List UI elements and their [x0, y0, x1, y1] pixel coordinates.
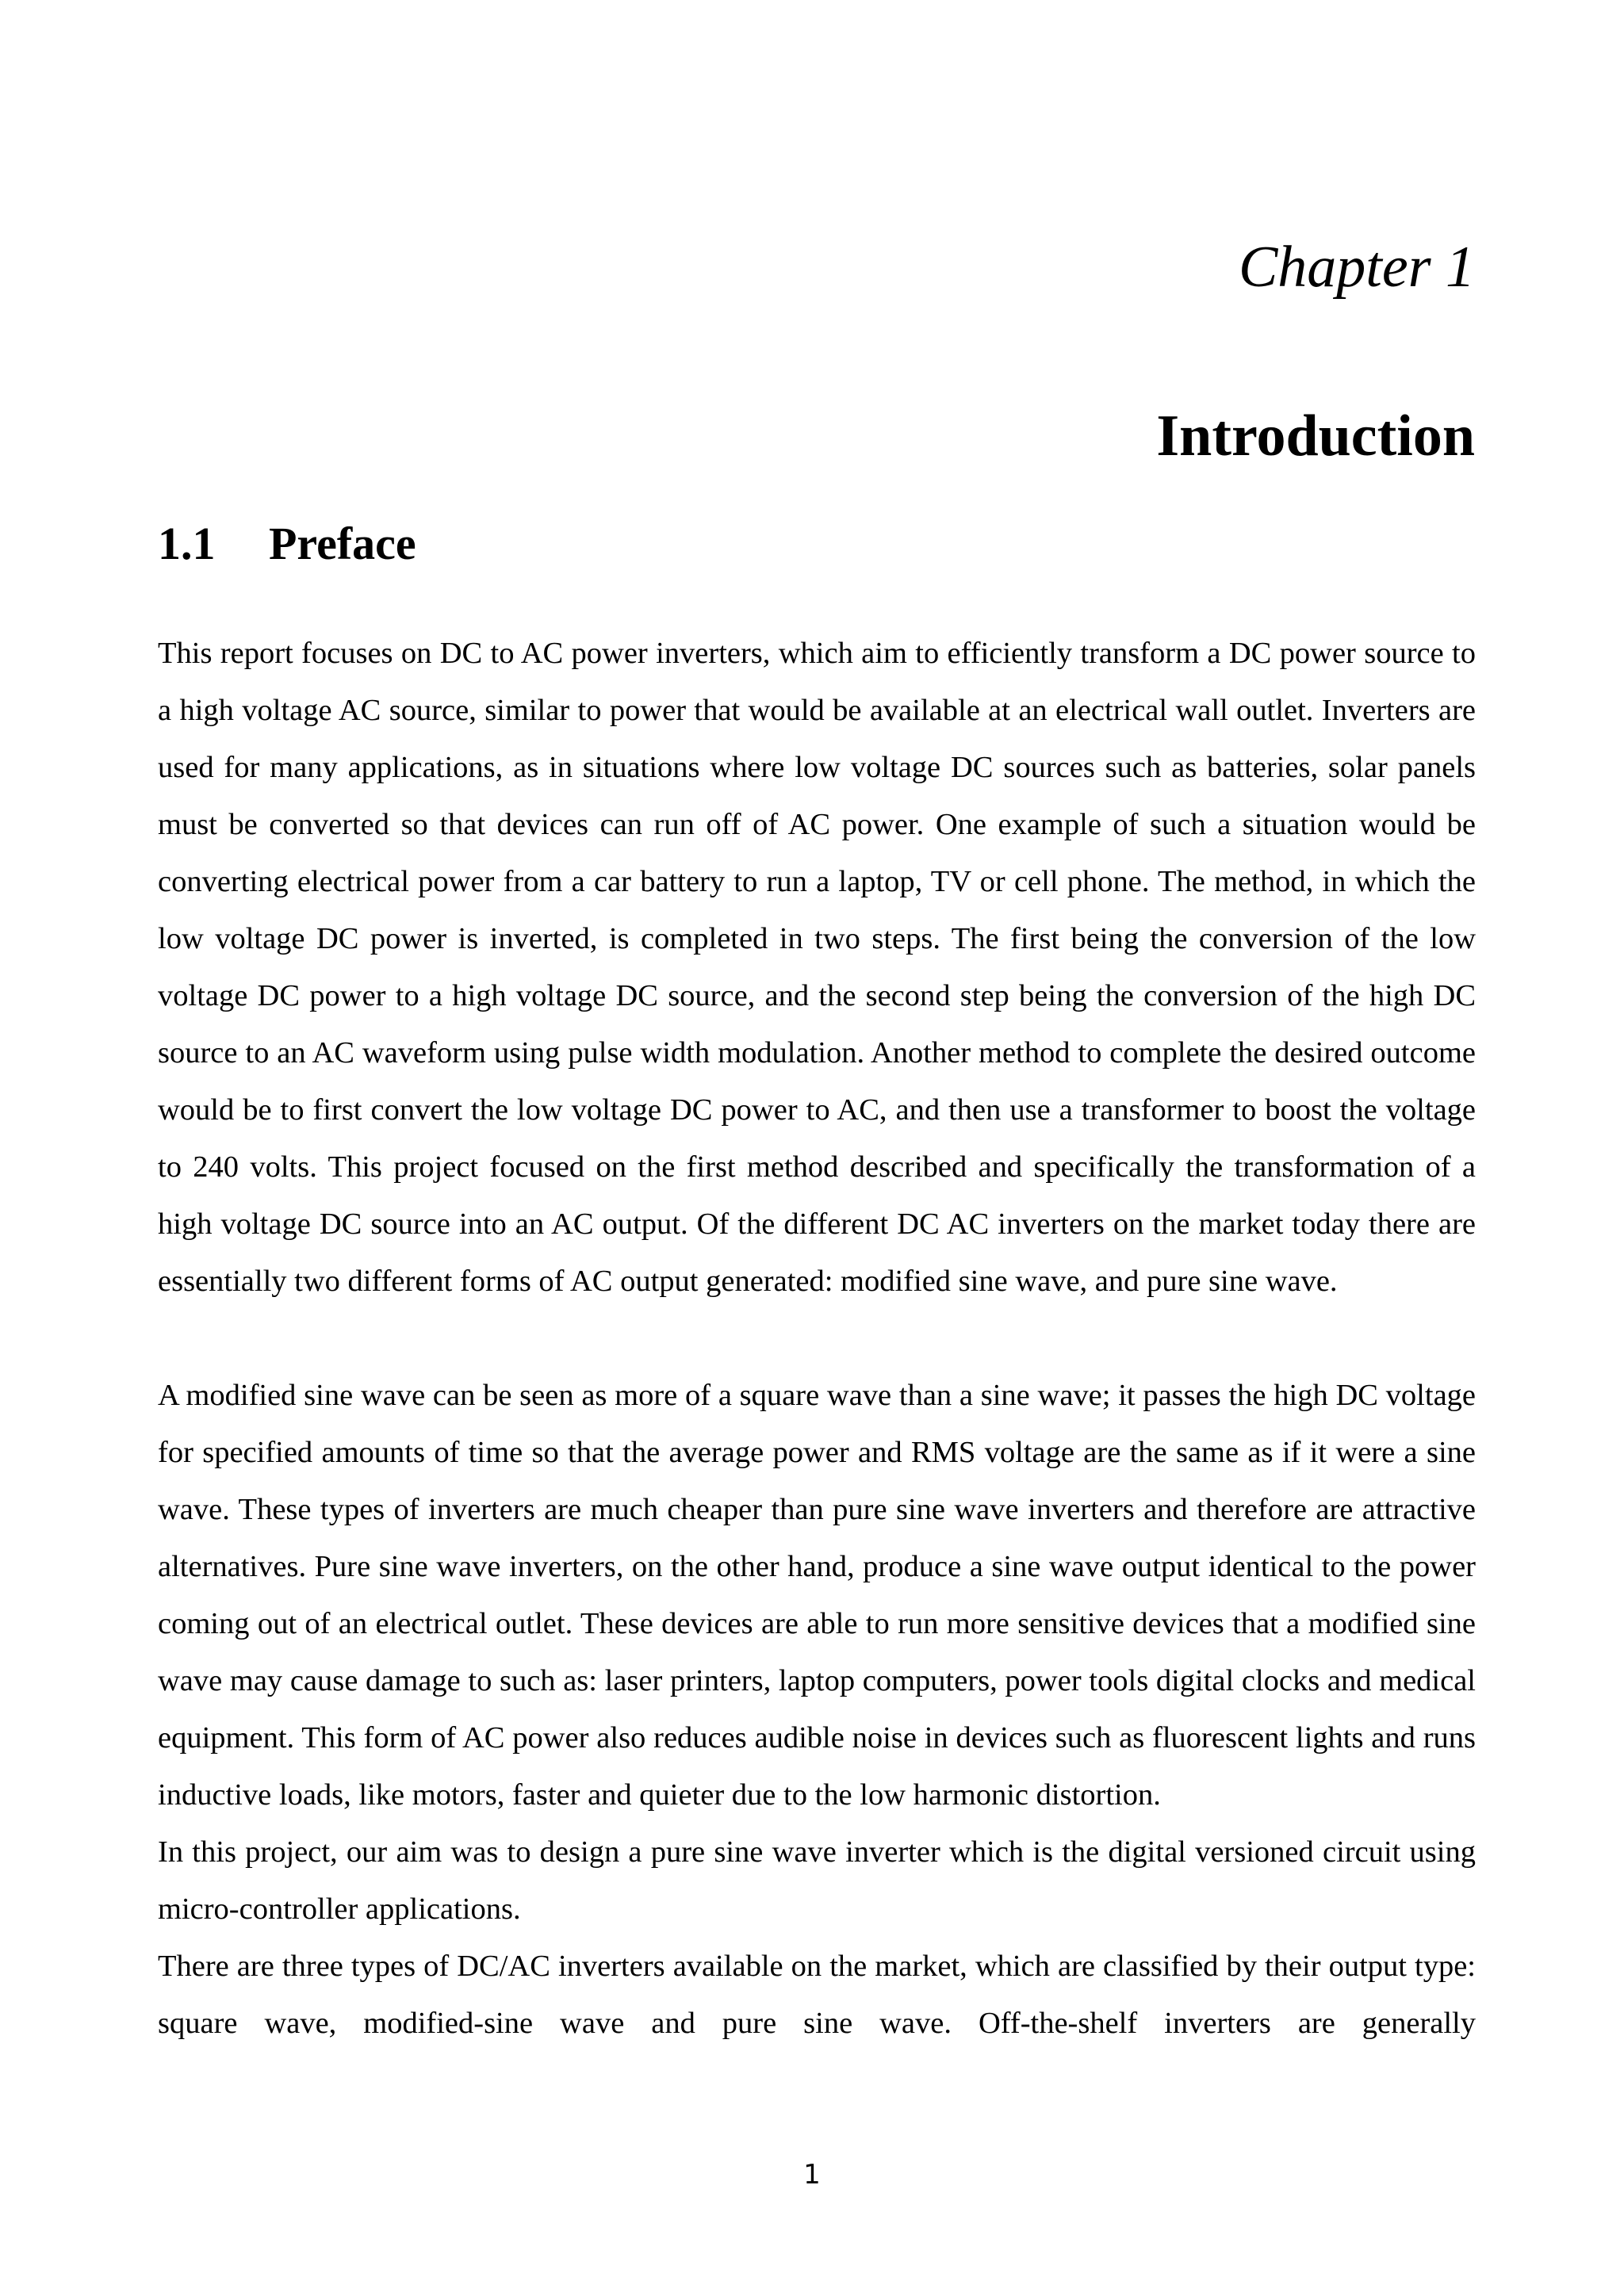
- body-text: [158, 625, 1476, 2052]
- paragraph-project-aim: In this project, our aim was to design a pure sine wave inverter which is the digital versioned circuit using micro-controller applications.: [158, 1835, 1476, 1926]
- section-number: 1.1: [158, 518, 216, 569]
- section-title: Preface: [269, 518, 416, 569]
- paragraph-inverter-types: There are three types of DC/AC inverters available on the market, which are classified by their output type: square wave, modified-sine wave and pure sine wave. Off-the-shelf inverters are generally: [158, 1950, 1476, 2040]
- paragraph-modified-sine: A modified sine wave can be seen as more of a square wave than a sine wave; it passes the high DC voltage for specified amounts of time so that the average power and RMS voltage are the same as if it were a sine wave. These types of inverters are much cheaper than pure sine wave inverters and therefore are attractive alternatives. Pure sine wave inverters, on the other hand, produce a sine wave output identical to the power coming out of an electrical outlet. These devices are able to run more sensitive devices that a modified sine wave may cause damage to such as: laser printers, laptop computers, power tools digital clocks and medical equipment. This form of AC power also reduces audible noise in devices such as fluorescent lights and runs inductive loads, like motors, faster and quieter due to the low harmonic distortion.: [158, 1379, 1476, 1812]
- chapter-label: Chapter 1: [1238, 235, 1475, 300]
- chapter-title: Introduction: [1156, 404, 1475, 469]
- section-heading: [158, 518, 416, 569]
- page-number: 1: [803, 2159, 821, 2191]
- paragraph-intro: This report focuses on DC to AC power inverters, which aim to efficiently transform a DC power source to a high voltage AC source, similar to power that would be available at an electrical wall outlet. Inverters are used for many applications, as in situations where low voltage DC sources such as batteries, solar panels must be converted so that devices can run off of AC power. One example of such a situation would be converting electrical power from a car battery to run a laptop, TV or cell phone. The method, in which the low voltage DC power is inverted, is completed in two steps. The first being the conversion of the low voltage DC power to a high voltage DC source, and the second step being the conversion of the high DC source to an AC waveform using pulse width modulation. Another method to complete the desired outcome would be to first convert the low voltage DC power to AC, and then use a transformer to boost the voltage to 240 volts. This project focused on the first method described and specifically the transformation of a high voltage DC source into an AC output. Of the different DC AC inverters on the market today there are essentially two different forms of AC output generated: modified sine wave, and pure sine wave.: [158, 637, 1476, 1298]
